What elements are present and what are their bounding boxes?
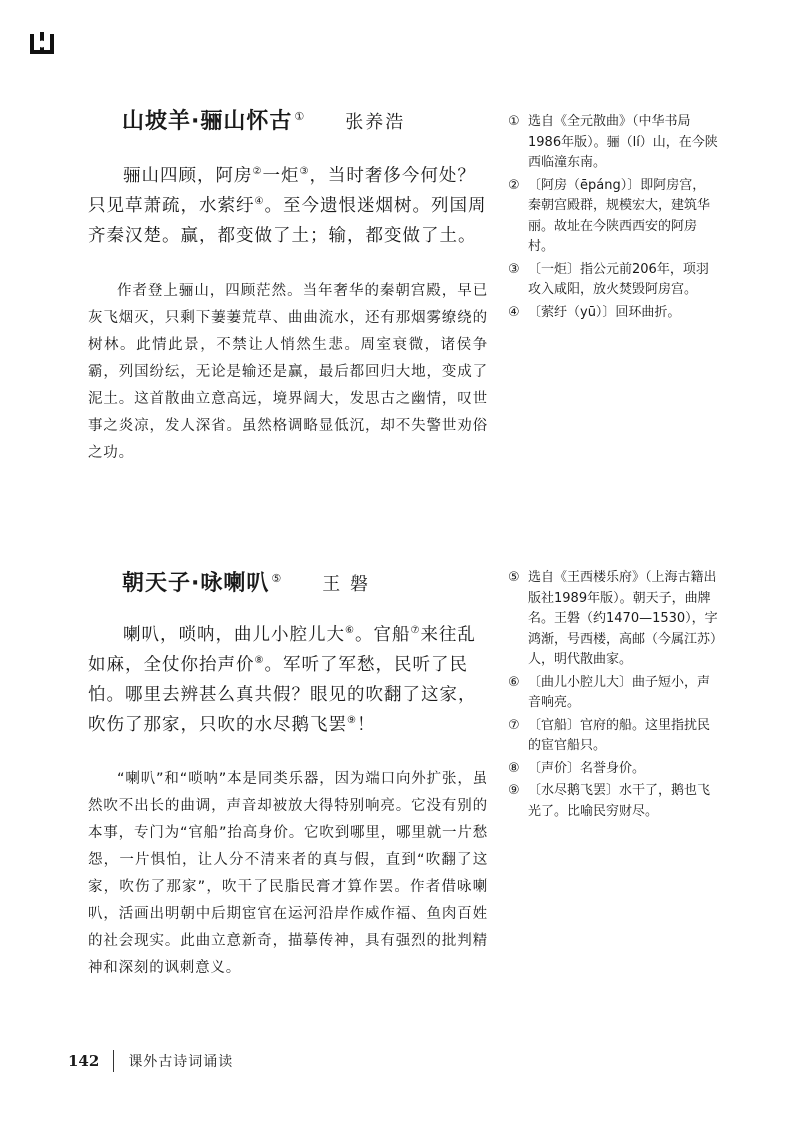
note-ref-2: ② bbox=[252, 166, 263, 178]
footer-divider bbox=[113, 1050, 114, 1072]
poem-2-heading bbox=[122, 566, 370, 597]
poem-1-text: 骊山四顾，阿房②一炬③，当时奢侈今何处？只见草萧疏，水萦纡④。至今遗恨迷烟树。列国周齐秦汉楚。赢，都变做了土；输，都变做了土。 bbox=[88, 166, 487, 246]
note-ref-6: ⑥ bbox=[345, 625, 355, 637]
page-number: 142 bbox=[68, 1052, 100, 1070]
poem-2-title-note-ref: ⑤ bbox=[271, 571, 283, 585]
poem-1-title-note-ref: ① bbox=[294, 109, 306, 123]
footnote: ⑧ 〔声价〕名誉身价。 bbox=[508, 760, 646, 776]
poem-2-author: 王 磐 bbox=[322, 574, 370, 595]
page-footer bbox=[68, 1050, 233, 1072]
poem-1-commentary: 作者登上骊山，四顾茫然。当年奢华的秦朝宫殿，早已灰飞烟灭，只剩下萋萋荒草、曲曲流水，还有那烟雾缭绕的树林。此情此景，不禁让人悄然生悲。周室衰微，诸侯争霸，列国纷纭，无论是输还是赢，最后都回归大地，变成了泥土。这首散曲立意高远，境界阔大，发思古之幽情，叹世事之炎凉，发人深省。虽然格调略显低沉，却不失警世劝俗之功。 bbox=[88, 283, 488, 461]
poem-1-author: 张养浩 bbox=[345, 112, 406, 133]
footnote: ⑦ 〔官船〕官府的船。这里指扰民的宦官船只。 bbox=[508, 717, 711, 753]
note-ref-7: ⑦ bbox=[410, 625, 421, 637]
poem-2-notes bbox=[508, 568, 718, 824]
poem-1-heading bbox=[122, 104, 405, 135]
footnote: ⑨ 〔水尽鹅飞罢〕水干了，鹅也飞光了。比喻民穷财尽。 bbox=[508, 783, 711, 819]
note-ref-8: ⑧ bbox=[254, 655, 265, 667]
note-ref-3: ③ bbox=[299, 166, 310, 178]
footnote: ⑤ 选自《王西楼乐府》（上海古籍出版社1989年版）。朝天子，曲牌名。王磐（约1470—1530），字鸿渐，号西楼，高邮（今属江苏）人，明代散曲家。 bbox=[508, 570, 718, 667]
note-ref-9: ⑨ bbox=[347, 715, 357, 727]
poem-1-notes bbox=[508, 112, 718, 325]
note-ref-4: ④ bbox=[254, 196, 265, 208]
book-title: 课外古诗词诵读 bbox=[128, 1054, 234, 1070]
footnote: ⑥ 〔曲儿小腔儿大〕曲子短小，声音响亮。 bbox=[508, 674, 711, 710]
footnote: ① 选自《全元散曲》（中华书局1986年版）。骊（lí）山，在今陕西临潼东南。 bbox=[508, 114, 718, 170]
poem-2-text: 喇叭，唢呐，曲儿小腔儿大⑥。官船⑦来往乱如麻，全仗你抬声价⑧。军听了军愁，民听了民怕。哪里去辨甚么真共假？眼见的吹翻了这家，吹伤了那家，只吹的水尽鹅飞罢⑨！ bbox=[88, 625, 477, 735]
poem-2-commentary: “喇叭”和“唢呐”本是同类乐器，因为端口向外扩张，虽然吹不出长的曲调，声音却被放大得特别响亮。它没有别的本事，专门为“官船”抬高身价。它吹到哪里，哪里就一片愁怨，一片惧怕，让人分不清来者的真与假，直到“吹翻了这家，吹伤了那家”，吹干了民脂民膏才算作罢。作者借咏喇叭，活画出明朝中后期宦官在运河沿岸作威作福、鱼肉百姓的社会现实。此曲立意新奇，描摹传神，具有强烈的批判精神和深刻的讽刺意义。 bbox=[88, 771, 488, 976]
binding-mark-icon bbox=[26, 30, 58, 56]
footnote: ③ 〔一炬〕指公元前206年，项羽攻入咸阳，放火焚毁阿房宫。 bbox=[508, 261, 709, 297]
poem-2-title: 朝天子·咏喇叭 ⑤ bbox=[122, 571, 283, 596]
footnote: ④ 〔萦纡（yū）〕回环曲折。 bbox=[508, 304, 681, 320]
poem-1-title: 山坡羊·骊山怀古 ① bbox=[122, 109, 306, 134]
footnote: ② 〔阿房（ēpáng）〕即阿房宫，秦朝宫殿群，规模宏大，建筑华丽。故址在今陕西西安的阿房村。 bbox=[508, 177, 711, 254]
